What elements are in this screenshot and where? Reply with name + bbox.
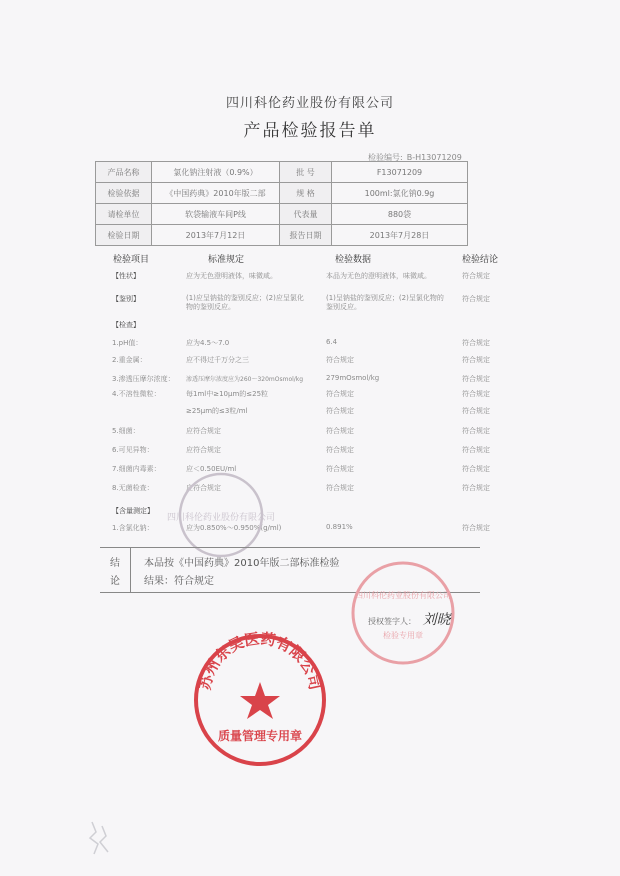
row-data: (1)呈钠盐的鉴别反应；(2)呈氯化物的鉴别反应。 (326, 294, 444, 311)
result-row (112, 355, 502, 367)
batch-value: F13071209 (332, 162, 468, 183)
star-icon (240, 682, 280, 719)
document-title: 产品检验报告单 (243, 121, 377, 141)
report-number-label: 检验编号: (368, 153, 403, 162)
date-label: 检验日期 (96, 225, 152, 246)
signature: 刘晓 (422, 612, 451, 628)
result-row (112, 338, 502, 350)
row-data: 符合规定 (326, 465, 354, 473)
row-standard: 应为0.850%～0.950%(g/ml) (186, 524, 282, 532)
row-conclusion: 符合规定 (462, 465, 490, 473)
dept-label: 请检单位 (96, 204, 152, 225)
row-standard: 应符合规定 (186, 446, 221, 454)
spec-label: 规 格 (280, 183, 332, 204)
row-item: 【性状】 (112, 272, 140, 280)
row-standard: 应符合规定 (186, 427, 221, 435)
batch-label: 批 号 (280, 162, 332, 183)
row-conclusion: 符合规定 (462, 375, 490, 383)
result-row (112, 445, 502, 457)
row-standard: (1)应呈钠盐的鉴别反应；(2)应呈氯化物的鉴别反应。 (186, 294, 304, 311)
row-standard: 应为无色澄明液体，味微咸。 (186, 272, 277, 280)
product-name-value: 氯化钠注射液（0.9%） (152, 162, 280, 183)
row-item: 4.不溶性微粒： (112, 390, 161, 398)
row-data: 符合规定 (326, 390, 354, 398)
dept-value: 软袋输液车间P线 (152, 204, 280, 225)
row-conclusion: 符合规定 (462, 407, 490, 415)
row-item: 8.无菌检查： (112, 484, 154, 492)
row-standard: 应为4.5～7.0 (186, 339, 230, 347)
inspection-seal-text: 四川科伦药业股份有限公司 (355, 591, 451, 600)
date-value: 2013年7月12日 (152, 225, 280, 246)
inspection-seal-sub: 检验专用章 (383, 631, 423, 640)
info-row (96, 225, 468, 246)
basis-label: 检验依据 (96, 183, 152, 204)
row-standard: 渗透压摩尔浓度应为260～320mOsmol/kg (186, 376, 304, 383)
row-conclusion: 符合规定 (462, 484, 490, 492)
row-item: 1.pH值： (112, 339, 143, 347)
result-row (112, 271, 502, 283)
row-data: 279mOsmol/kg (326, 374, 380, 382)
result-row (112, 426, 502, 438)
approver (368, 609, 451, 629)
spec-value: 100ml:氯化钠0.9g (332, 183, 468, 204)
sample-label: 代表量 (280, 204, 332, 225)
row-item: 1.含氯化钠： (112, 524, 154, 532)
distributor-seal (190, 630, 330, 770)
result-row (112, 294, 502, 314)
row-item: 2.重金属： (112, 356, 147, 364)
row-item: 【含量测定】 (112, 507, 154, 515)
conclusion-label-1: 结 (110, 558, 120, 569)
row-data: 符合规定 (326, 356, 354, 364)
result-row (112, 523, 502, 535)
row-conclusion: 符合规定 (462, 356, 490, 364)
report-date-label: 报告日期 (280, 225, 332, 246)
header-conclusion: 检验结论 (462, 255, 499, 265)
company-name: 四川科伦药业股份有限公司 (225, 96, 394, 111)
row-data: 符合规定 (326, 446, 354, 454)
row-conclusion: 符合规定 (462, 339, 490, 347)
header-data: 检验数据 (335, 255, 372, 265)
info-table (95, 161, 468, 246)
result-row (112, 374, 502, 386)
info-row (96, 183, 468, 204)
result-row (112, 389, 502, 401)
company-seal-faint-text: 四川科伦药业股份有限公司 (166, 513, 276, 523)
header-standard: 标准规定 (208, 255, 245, 265)
row-data: 符合规定 (326, 484, 354, 492)
row-conclusion: 符合规定 (462, 427, 490, 435)
row-item: 【检查】 (112, 321, 140, 329)
row-standard: ≥25μm的≤3粒/ml (186, 407, 248, 415)
report-date-value: 2013年7月28日 (332, 225, 468, 246)
row-standard: 应不得过千万分之三 (186, 356, 249, 364)
row-conclusion: 符合规定 (462, 295, 490, 303)
row-data: 符合规定 (326, 427, 354, 435)
row-conclusion: 符合规定 (462, 446, 490, 454)
row-conclusion: 符合规定 (462, 272, 490, 280)
row-data: 6.4 (326, 338, 338, 346)
divider (130, 548, 131, 592)
sample-value: 880袋 (332, 204, 468, 225)
report-number-value: B-H13071209 (406, 153, 462, 162)
row-standard: 应＜0.50EU/ml (186, 465, 237, 473)
row-item: 7.细菌内毒素： (112, 465, 161, 473)
row-standard: 应符合规定 (186, 484, 221, 492)
info-row (96, 162, 468, 183)
conclusion-label-2: 论 (110, 576, 120, 587)
row-standard: 每1ml中≥10μm的≤25粒 (186, 390, 269, 398)
conclusion-text: 本品按《中国药典》2010年版二部标准检验 (144, 558, 340, 569)
distributor-seal-text: 苏州东吴医药有限公司 (195, 630, 325, 692)
row-data: 0.891% (326, 523, 353, 531)
product-name-label: 产品名称 (96, 162, 152, 183)
distributor-seal-sub: 质量管理专用章 (217, 729, 303, 743)
scan-mark (86, 818, 116, 858)
header-item: 检验项目 (113, 255, 150, 265)
row-conclusion: 符合规定 (462, 390, 490, 398)
result-row (112, 483, 502, 495)
row-item: 5.细菌： (112, 427, 140, 435)
row-item: 6.可见异物： (112, 446, 154, 454)
result-row (112, 320, 502, 332)
row-data: 符合规定 (326, 407, 354, 415)
conclusion-result: 结果：符合规定 (144, 576, 214, 587)
basis-value: 《中国药典》2010年版二部 (152, 183, 280, 204)
row-item: 3.渗透压摩尔浓度： (112, 375, 175, 383)
result-row (112, 464, 502, 476)
result-row (112, 406, 502, 418)
row-data: 本品为无色的澄明液体，味微咸。 (326, 272, 431, 280)
row-item: 【鉴别】 (112, 295, 140, 303)
info-row (96, 204, 468, 225)
row-conclusion: 符合规定 (462, 524, 490, 532)
approver-label: 授权签字人： (368, 617, 416, 626)
